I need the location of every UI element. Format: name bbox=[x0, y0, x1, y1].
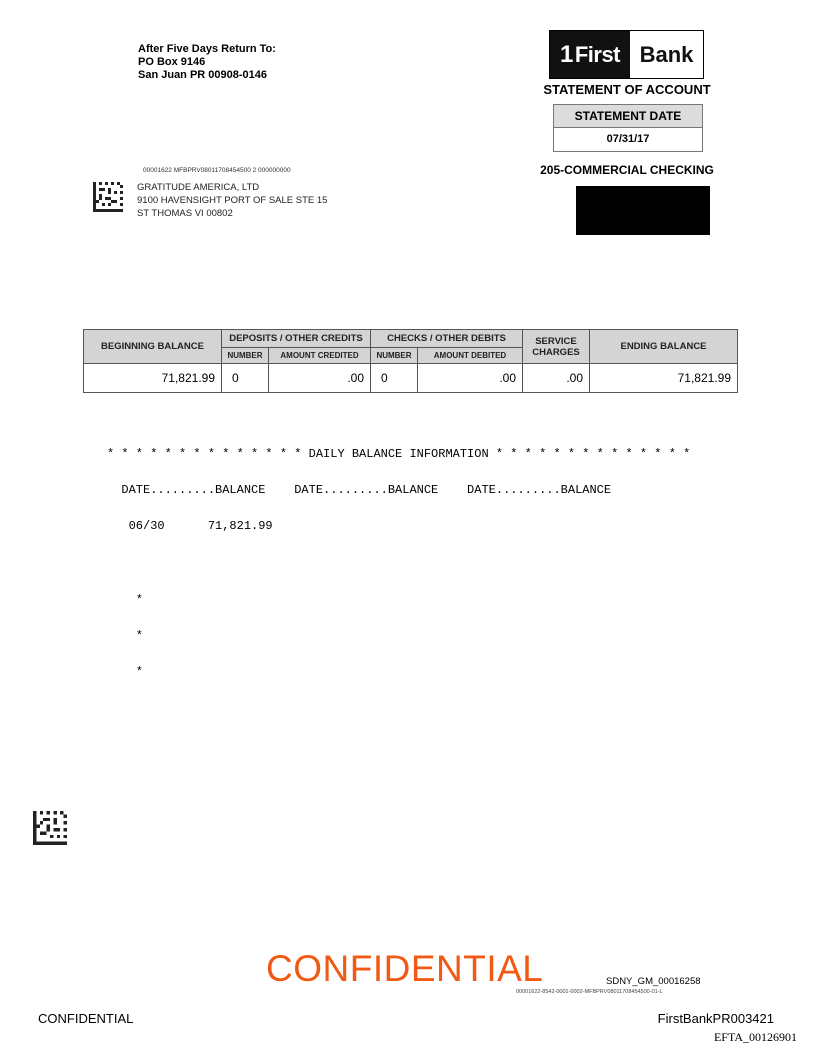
mailing-street: 9100 HAVENSIGHT PORT OF SALE STE 15 bbox=[137, 195, 328, 206]
header-service-charges: SERVICE CHARGES bbox=[523, 330, 590, 364]
logo-number: 1 bbox=[559, 40, 573, 68]
header-deposits: DEPOSITS / OTHER CREDITS bbox=[222, 330, 371, 348]
statement-date-box bbox=[553, 104, 703, 152]
confidential-watermark: CONFIDENTIAL bbox=[266, 948, 544, 989]
return-address-line: After Five Days Return To: bbox=[138, 43, 276, 55]
mailing-code: 00001622 MFBPRV08011708454500 2 000000000 bbox=[143, 167, 291, 174]
daily-balance-columns: DATE.........BALANCE DATE.........BALANCE DATE.........BALANCE bbox=[107, 483, 612, 497]
mailing-city: ST THOMAS VI 00802 bbox=[137, 208, 233, 219]
service-charges-value: .00 bbox=[523, 364, 590, 393]
mailing-address bbox=[137, 181, 327, 220]
daily-balance-star: * bbox=[107, 629, 144, 643]
balance-summary-table bbox=[83, 329, 738, 393]
header-amount-debited: AMOUNT DEBITED bbox=[418, 348, 523, 364]
logo-first: First bbox=[574, 41, 621, 67]
return-address-line: San Juan PR 00908-0146 bbox=[138, 69, 268, 81]
amount-credited-value: .00 bbox=[269, 364, 371, 393]
statement-date-label: STATEMENT DATE bbox=[554, 105, 702, 128]
confidential-label: CONFIDENTIAL bbox=[38, 1011, 134, 1026]
micro-code: 00001622-8542-0001-0002-MFBPRV08011708454500-01-L bbox=[516, 989, 663, 995]
account-type: 205-COMMERCIAL CHECKING bbox=[540, 163, 714, 177]
bank-logo bbox=[549, 30, 704, 79]
mailing-name: GRATITUDE AMERICA, LTD bbox=[137, 182, 260, 193]
deposit-count-value: 0 bbox=[222, 364, 269, 393]
return-address-line: PO Box 9146 bbox=[138, 56, 206, 68]
barcode-icon bbox=[33, 811, 67, 845]
efta-number: EFTA_00126901 bbox=[713, 1030, 797, 1044]
ending-balance-value: 71,821.99 bbox=[590, 364, 738, 393]
daily-balance-row: 06/30 71,821.99 bbox=[107, 519, 273, 533]
header-check-number: NUMBER bbox=[371, 348, 418, 364]
daily-balance-section bbox=[107, 424, 690, 690]
table-row bbox=[84, 364, 738, 393]
header-beginning-balance: BEGINNING BALANCE bbox=[84, 330, 222, 364]
return-address bbox=[138, 43, 276, 82]
header-amount-credited: AMOUNT CREDITED bbox=[269, 348, 371, 364]
daily-balance-header: * * * * * * * * * * * * * * DAILY BALANCE INFORMATION * * * * * * * * * * * * * * bbox=[107, 447, 691, 461]
header-deposit-number: NUMBER bbox=[222, 348, 269, 364]
daily-balance-star: * bbox=[107, 593, 144, 607]
firstbank-bates-number: FirstBankPR003421 bbox=[657, 1011, 774, 1026]
sdny-bates-number: SDNY_GM_00016258 bbox=[606, 976, 701, 987]
beginning-balance-value: 71,821.99 bbox=[84, 364, 222, 393]
header-checks: CHECKS / OTHER DEBITS bbox=[371, 330, 523, 348]
barcode-icon bbox=[93, 182, 123, 212]
daily-balance-star: * bbox=[107, 665, 144, 679]
statement-title: STATEMENT OF ACCOUNT bbox=[543, 82, 711, 97]
redaction-block bbox=[576, 186, 710, 235]
check-count-value: 0 bbox=[371, 364, 418, 393]
logo-bank: Bank bbox=[639, 41, 694, 67]
statement-date-value: 07/31/17 bbox=[606, 133, 650, 145]
amount-debited-value: .00 bbox=[418, 364, 523, 393]
header-ending-balance: ENDING BALANCE bbox=[590, 330, 738, 364]
